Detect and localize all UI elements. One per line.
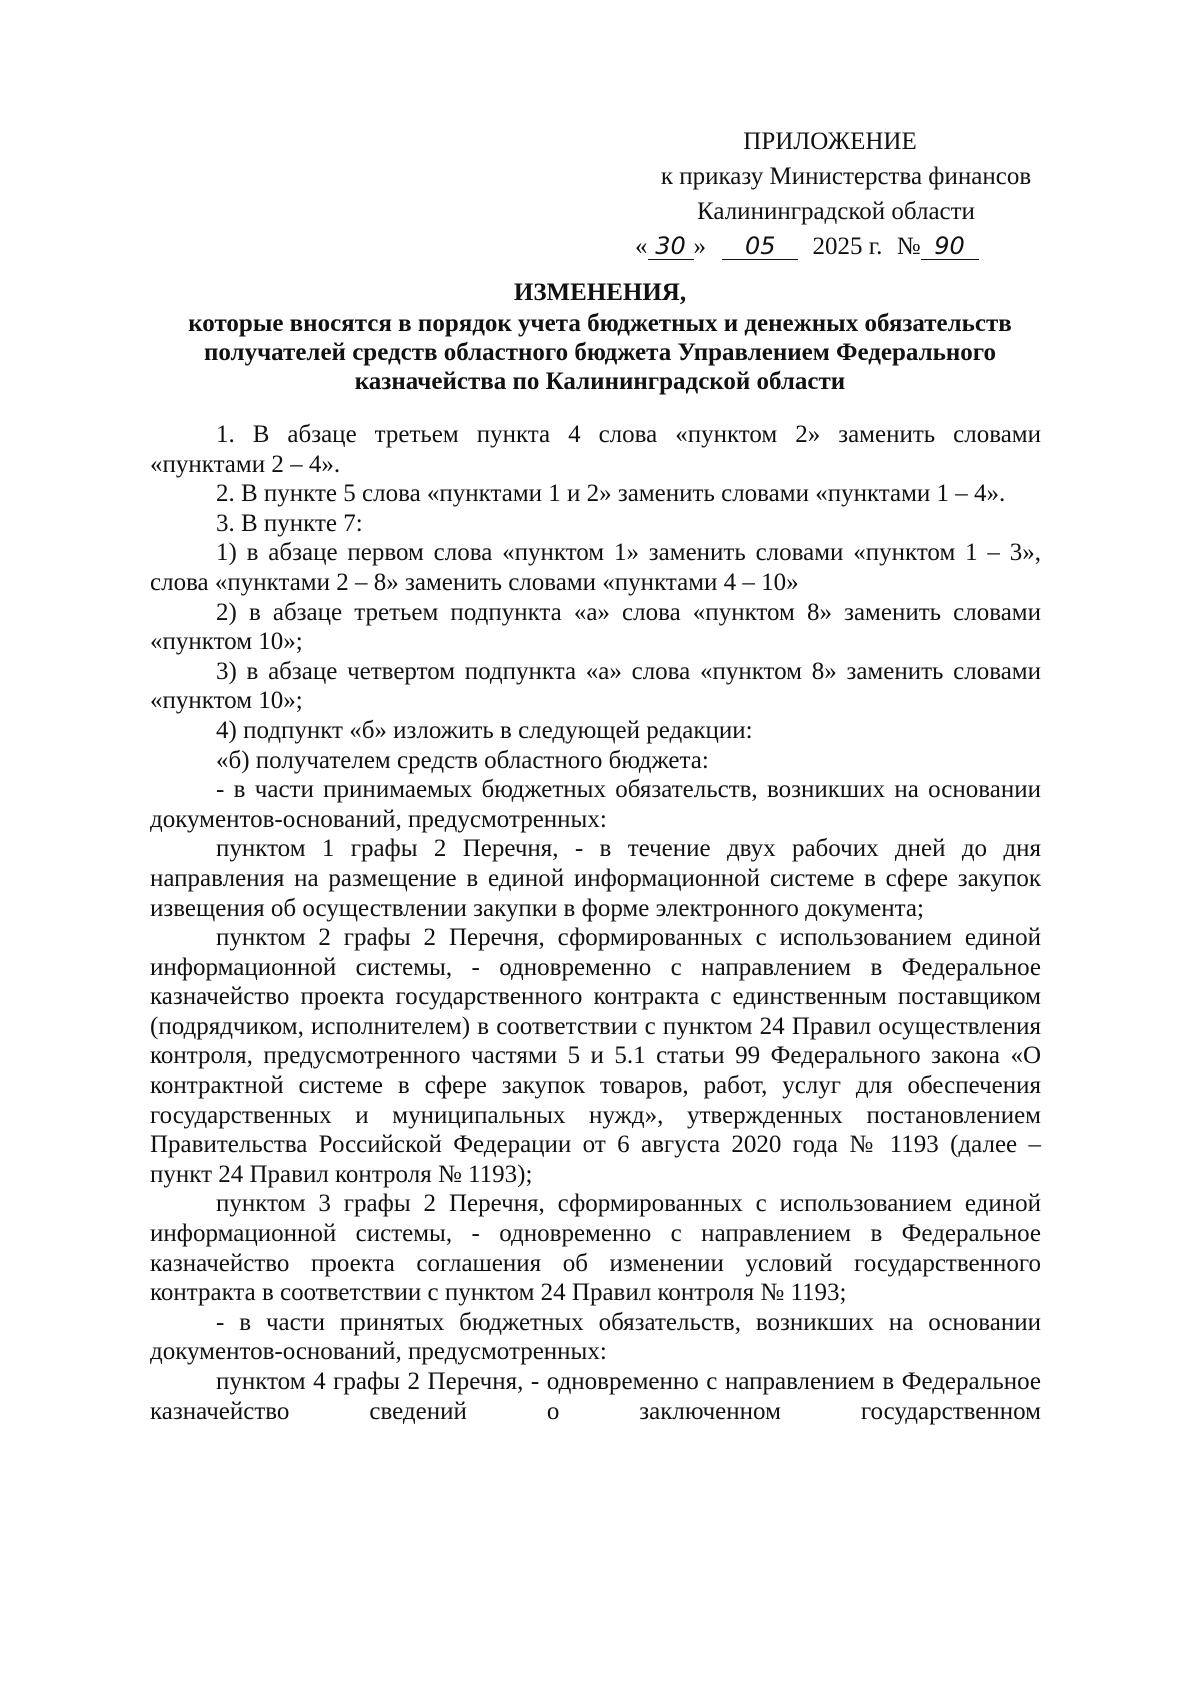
paragraph-5: 2) в абзаце третьем подпункта «а» слова «пунктом 8» заменить словами «пунктом 10»; [150,598,1041,656]
paragraph-13: - в части принятых бюджетных обязательств, возникших на основании документов-оснований, предусмотренных: [150,1308,1041,1366]
document-body [150,420,1041,1426]
open-quote: « [635,233,648,260]
number-sign: № [896,233,921,260]
paragraph-7: 4) подпункт «б» изложить в следующей редакции: [216,716,753,744]
order-month: 05 [722,233,798,260]
annex-label: ПРИЛОЖЕНИЕ [743,128,917,155]
paragraph-14: пунктом 4 графы 2 Перечня, - одновременно с направлением в Федеральное казначейство сведений о заключенном государственном [150,1368,1041,1425]
paragraph-3: 3. В пункте 7: [216,509,363,537]
title-heading: ИЗМЕНЕНИЯ, [513,279,687,306]
annex-block [635,124,1100,264]
paragraph-6: 3) в абзаце четвертом подпункта «а» слова «пунктом 8» заменить словами «пунктом 10»; [150,657,1041,715]
paragraph-12: пунктом 3 графы 2 Перечня, сформированных с использованием единой информационной системы, - одновременно с направлением в Федеральное казначейство проекта соглашения об изменении условий государственного контракта в соответствии с пунктом 24 Правил контроля № 1193; [150,1190,1041,1307]
annex-region: Калининградской области [697,198,975,225]
close-quote: » [693,233,706,260]
order-day: 30 [648,233,694,260]
title-subheading: которые вносятся в порядок учета бюджетных и денежных обязательств получателей средств областного бюджета Управлением Федерального казначейства по Калининградской области [188,310,1012,395]
paragraph-4: 1) в абзаце первом слова «пунктом 1» заменить словами «пунктом 1 – 3», слова «пунктами 2 – 8» заменить словами «пунктами 4 – 10» [150,539,1041,596]
document-title [150,278,1050,396]
order-date-line [630,229,1035,264]
annex-order-reference: к приказу Министерства финансов [660,163,1032,190]
order-number: 90 [921,233,979,260]
paragraph-9: - в части принимаемых бюджетных обязательств, возникших на основании документов-оснований, предусмотренных: [150,776,1041,833]
order-year: 2025 г. [812,233,883,260]
paragraph-8: «б) получателем средств областного бюджета: [216,746,709,774]
paragraph-11: пунктом 2 графы 2 Перечня, сформированных с использованием единой информационной системы, - одновременно с направлением в Федеральное казначейство проекта государственного контракта с единственным поставщиком (подрядчиком, исполнителем) в соответствии с пунктом 24 Правил осуществления контроля, предусмотренного частями 5 и 5.1 статьи 99 Федерального закона «О контрактной системе в сфере закупок товаров, работ, услуг для обеспечения государственных и муниципальных нужд», утвержденных постановлением Правительства Российской Федерации от 6 августа 2020 года № 1193 (далее – пункт 24 Правил контроля № 1193); [150,924,1041,1188]
paragraph-10: пунктом 1 графы 2 Перечня, - в течение двух рабочих дней до дня направления на размещение в единой информационной системе в сфере закупок извещения об осуществлении закупки в форме электронного документа; [150,835,1041,922]
paragraph-2: 2. В пункте 5 слова «пунктами 1 и 2» заменить словами «пунктами 1 – 4». [216,480,1006,508]
paragraph-1: 1. В абзаце третьем пункта 4 слова «пунктом 2» заменить словами «пунктами 2 – 4». [150,421,1041,478]
